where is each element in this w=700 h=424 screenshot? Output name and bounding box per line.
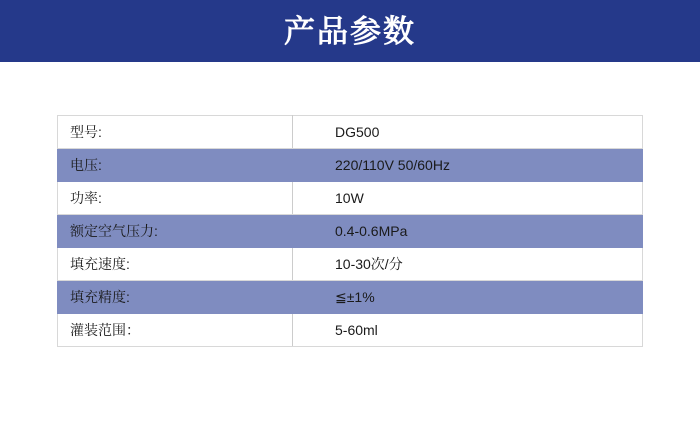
- spec-label: 填充速度:: [58, 248, 293, 281]
- spec-label: 功率:: [58, 182, 293, 215]
- spec-label: 电压:: [58, 149, 293, 182]
- page-title: 产品参数: [284, 13, 416, 49]
- table-row: [58, 116, 643, 149]
- table-row: [58, 149, 643, 182]
- spec-value: ≦±1%: [293, 281, 643, 314]
- specifications-table: [57, 115, 643, 347]
- table-row: [58, 314, 643, 347]
- table-row: [58, 281, 643, 314]
- spec-label: 灌装范围：: [58, 314, 293, 347]
- spec-label: 填充精度:: [58, 281, 293, 314]
- spec-value: 10-30次/分: [293, 248, 643, 281]
- spec-value: 220/110V 50/60Hz: [293, 149, 643, 182]
- spec-value: DG500: [293, 116, 643, 149]
- table-row: [58, 215, 643, 248]
- spec-label: 额定空气压力:: [58, 215, 293, 248]
- spec-value: 0.4-0.6MPa: [293, 215, 643, 248]
- page-header: [0, 0, 700, 62]
- table-row: [58, 182, 643, 215]
- spec-value: 10W: [293, 182, 643, 215]
- spec-value: 5-60ml: [293, 314, 643, 347]
- spec-label: 型号:: [58, 116, 293, 149]
- table-row: [58, 248, 643, 281]
